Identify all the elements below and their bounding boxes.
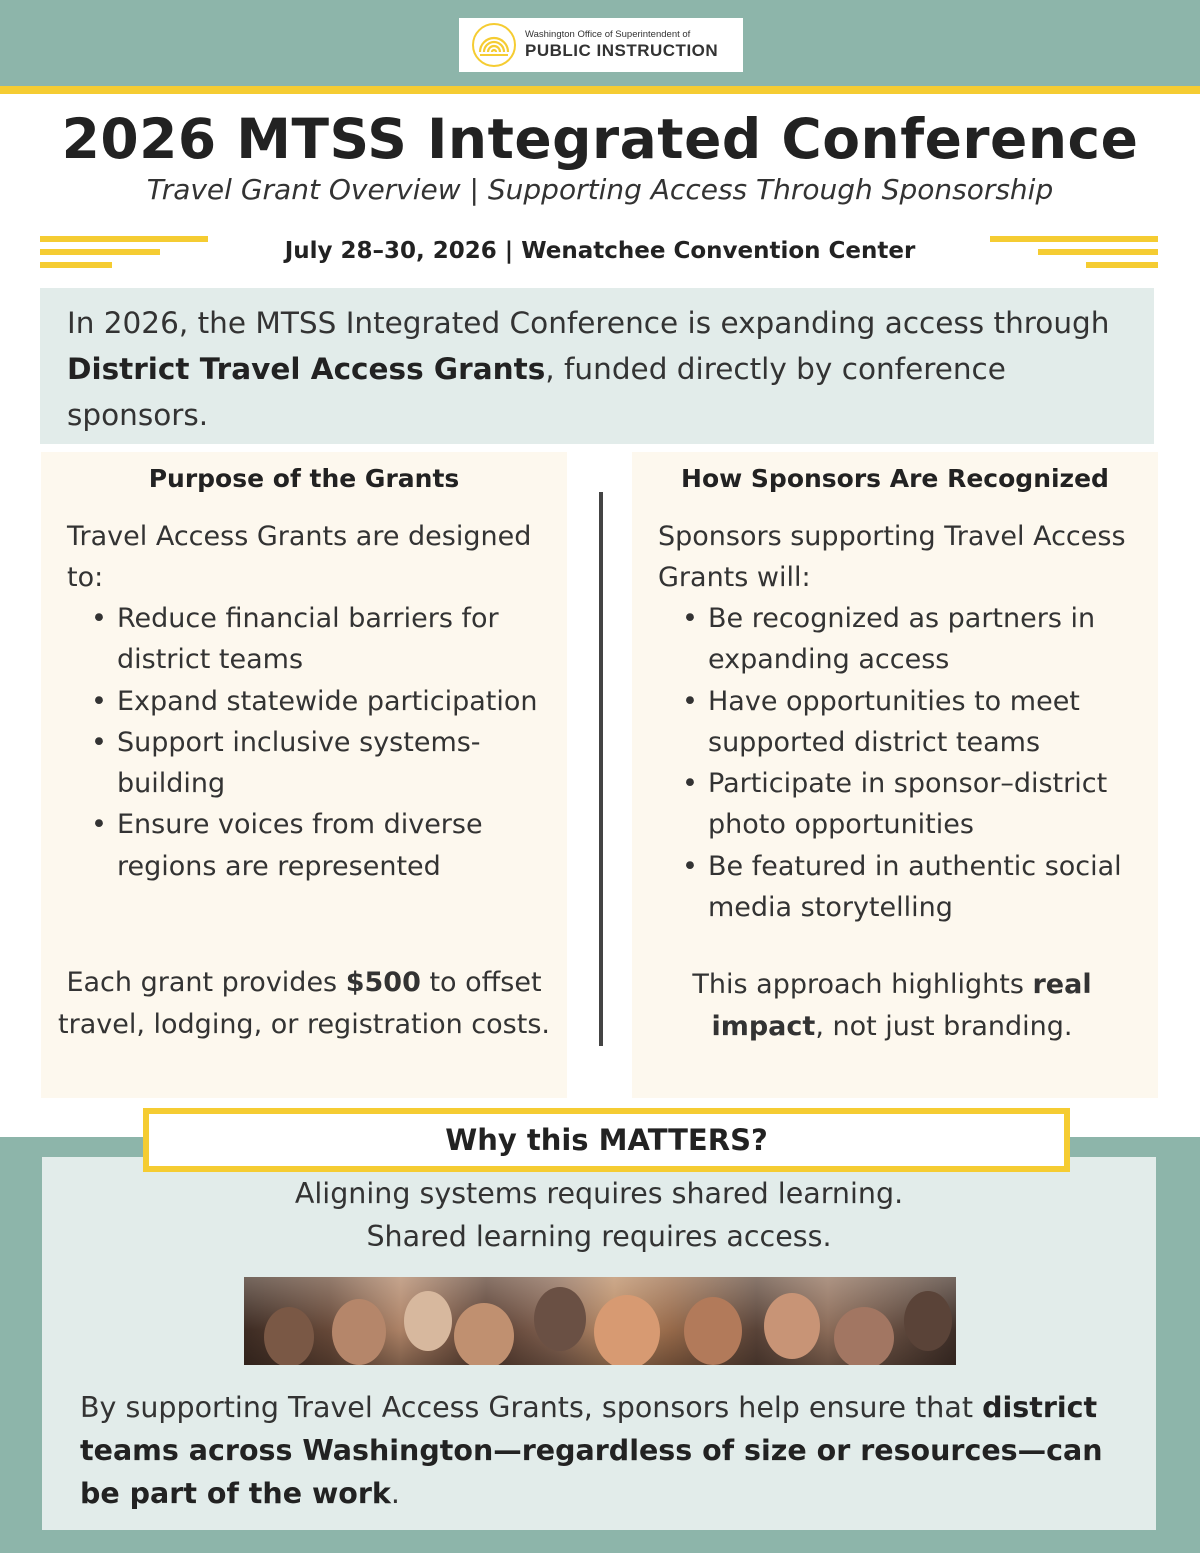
list-item: • Support inclusive systems-building [91, 722, 551, 805]
column-divider [599, 492, 603, 1046]
logo-small-text: Washington Office of Superintendent of [525, 29, 691, 40]
closing-bold: district teams across Washington—regardless of size or resources—can be part of the work [80, 1391, 1103, 1510]
purpose-grant-amount: Each grant provides $500 to offset travel, lodging, or registration costs. [58, 967, 550, 1040]
recognition-impact: This approach highlights real impact, not just branding. [692, 969, 1092, 1042]
list-item: • Reduce financial barriers for district teams [91, 598, 551, 681]
page-subtitle: Travel Grant Overview | Supporting Access Through Sponsorship [146, 173, 1054, 206]
list-item: • Be featured in authentic social media storytelling [682, 846, 1142, 929]
intro-text: In 2026, the MTSS Integrated Conference is expanding access through District Travel Access Grants, funded directly by conference sponsors. [67, 306, 1110, 432]
list-item: • Have opportunities to meet supported district teams [682, 681, 1142, 764]
impact-bold: real impact [711, 969, 1092, 1042]
why-heading: Why this MATTERS? [143, 1108, 1070, 1172]
purpose-column [41, 452, 567, 1098]
sunrise-arches-logo-icon [471, 22, 517, 68]
list-item: • Participate in sponsor–district photo opportunities [682, 763, 1142, 846]
list-item: • Be recognized as partners in expanding access [682, 598, 1142, 681]
recognition-list [682, 598, 1142, 928]
conference-audience-photo [244, 1277, 956, 1365]
intro-bold: District Travel Access Grants [67, 352, 546, 386]
grant-amount: $500 [345, 967, 421, 998]
why-line-1: Aligning systems requires shared learning. [294, 1177, 904, 1210]
purpose-intro: Travel Access Grants are designed to: [67, 521, 532, 593]
purpose-list [91, 598, 551, 887]
date-location: July 28–30, 2026 | Wenatchee Convention Center [284, 238, 916, 264]
closing-text: By supporting Travel Access Grants, sponsors help ensure that district teams across Washington—regardless of size or resources—can be part of the work. [80, 1391, 1103, 1510]
purpose-heading: Purpose of the Grants [148, 464, 460, 493]
page-title: 2026 MTSS Integrated Conference [61, 107, 1139, 171]
list-item: • Ensure voices from diverse regions are represented [91, 804, 551, 887]
why-line-2: Shared learning requires access. [366, 1220, 832, 1253]
recognition-heading: How Sponsors Are Recognized [681, 464, 1109, 493]
recognition-column [632, 452, 1158, 1098]
header-yellow-rule [0, 86, 1200, 94]
logo-big-text: PUBLIC INSTRUCTION [525, 41, 719, 60]
list-item: • Expand statewide participation [91, 681, 551, 722]
recognition-intro: Sponsors supporting Travel Access Grants will: [658, 521, 1126, 593]
intro-box [40, 288, 1154, 444]
ospi-logo [459, 18, 743, 72]
